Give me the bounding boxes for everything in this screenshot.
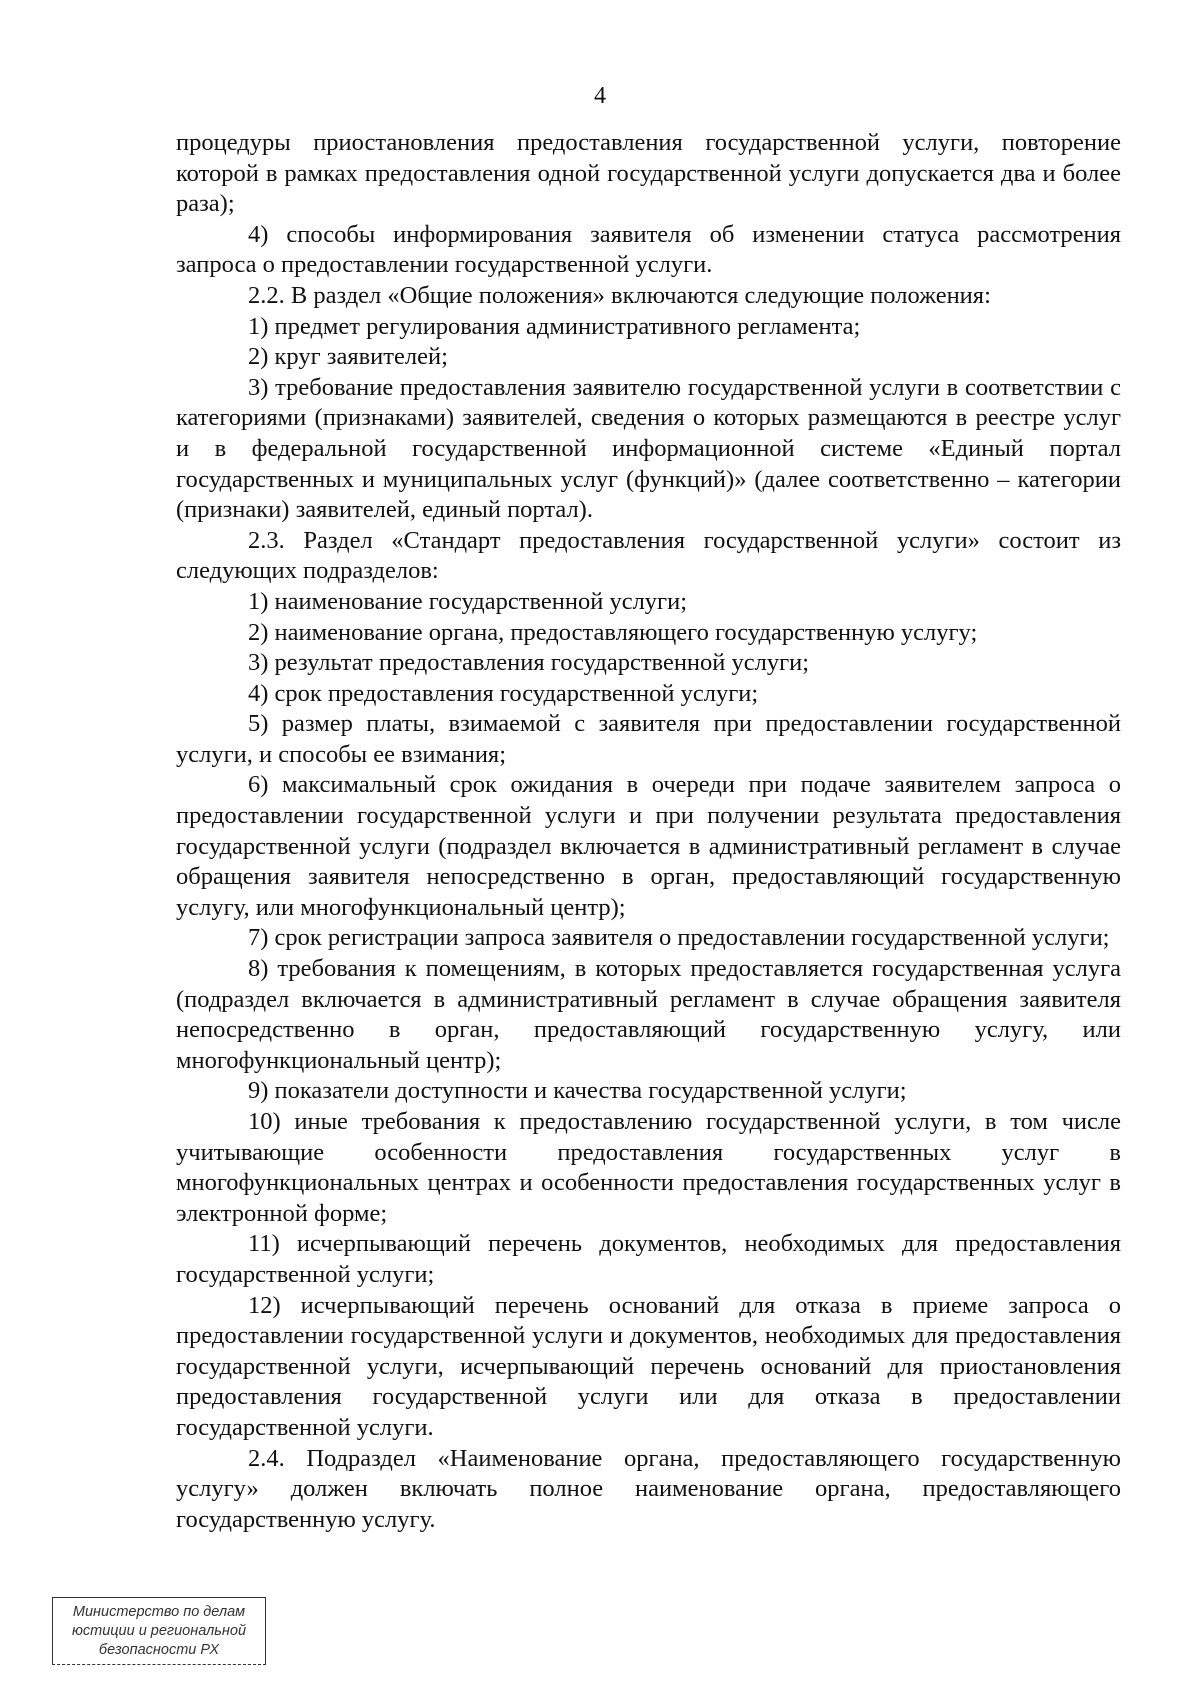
list-item: 5) размер платы, взимаемой с заявителя при предоставлении государственной услуги, и способы ее взимания; (176, 710, 1121, 768)
list-item: 1) предмет регулирования административного регламента; (248, 312, 861, 340)
list-item: 8) требования к помещениям, в которых предоставляется государственная услуга (подраздел включается в административный регламент в случае обращения заявителя непосредственно в орган, предоставляющий государственную услугу, или многофункциональный центр); (176, 955, 1121, 1074)
list-item: 2) круг заявителей; (248, 343, 448, 371)
list-item: 3) требование предоставления заявителю государственной услуги в соответствии с категориями (признаками) заявителей, сведения о которых размещаются в реестре услуг и в федеральной государственной информационной системе «Единый портал государственных и муниципальных услуг (функций)» (далее соответственно – категории (признаки) заявителей, единый портал). (176, 373, 1121, 524)
stamp-line: безопасности РХ (98, 1642, 220, 1658)
stamp-line: Министерство по делам (72, 1604, 246, 1620)
list-item: 12) исчерпывающий перечень оснований для отказа в приеме запроса о предоставлении государственной услуги и документов, необходимых для предоставления государственной услуги, исчерпывающий перечень оснований для приостановления предоставления государственной услуги или для отказа в предоставлении государственной услуги. (176, 1291, 1121, 1441)
list-item: 1) наименование государственной услуги; (248, 587, 688, 615)
section-heading-2-3: 2.3. Раздел «Стандарт предоставления государственной услуги» состоит из следующих подразделов: (176, 526, 1121, 585)
list-item: 2) наименование органа, предоставляющего государственную услугу; (248, 618, 978, 646)
list-item: 6) максимальный срок ожидания в очереди при подаче заявителем запроса о предоставлении государственной услуги и при получении результата предоставления государственной услуги (подраздел включается в административный регламент в случае обращения заявителя непосредственно в орган, предоставляющий государственную услугу, или многофункциональный центр); (176, 771, 1121, 921)
page-number: 4 (594, 83, 606, 109)
stamp-line: юстиции и региональной (71, 1623, 247, 1639)
list-item: 9) показатели доступности и качества государственной услуги; (248, 1077, 907, 1105)
section-heading-2-2: 2.2. В раздел «Общие положения» включаются следующие положения: (248, 281, 991, 309)
paragraph: 4) способы информирования заявителя об изменении статуса рассмотрения запроса о предоставлении государственной услуги. (176, 220, 1121, 279)
list-item: 7) срок регистрации запроса заявителя о предоставлении государственной услуги; (248, 924, 1110, 952)
list-item: 3) результат предоставления государственной услуги; (248, 649, 810, 677)
list-item: 4) срок предоставления государственной услуги; (248, 679, 759, 707)
list-item: 10) иные требования к предоставлению государственной услуги, в том числе учитывающие особенности предоставления государственных услуг в многофункциональных центрах и особенности предоставления государственных услуг в электронной форме; (176, 1108, 1121, 1227)
paragraph: процедуры приостановления предоставления государственной услуги, повторение которой в рамках предоставления одной государственной услуги допускается два и более раза); (176, 129, 1121, 218)
list-item: 11) исчерпывающий перечень документов, необходимых для предоставления государственной услуги; (176, 1230, 1121, 1288)
section-heading-2-4: 2.4. Подраздел «Наименование органа, предоставляющего государственную услугу» должен включать полное наименование органа, предоставляющего государственную услугу. (176, 1444, 1121, 1533)
document-body (176, 128, 1121, 1535)
ministry-stamp (52, 1597, 266, 1665)
